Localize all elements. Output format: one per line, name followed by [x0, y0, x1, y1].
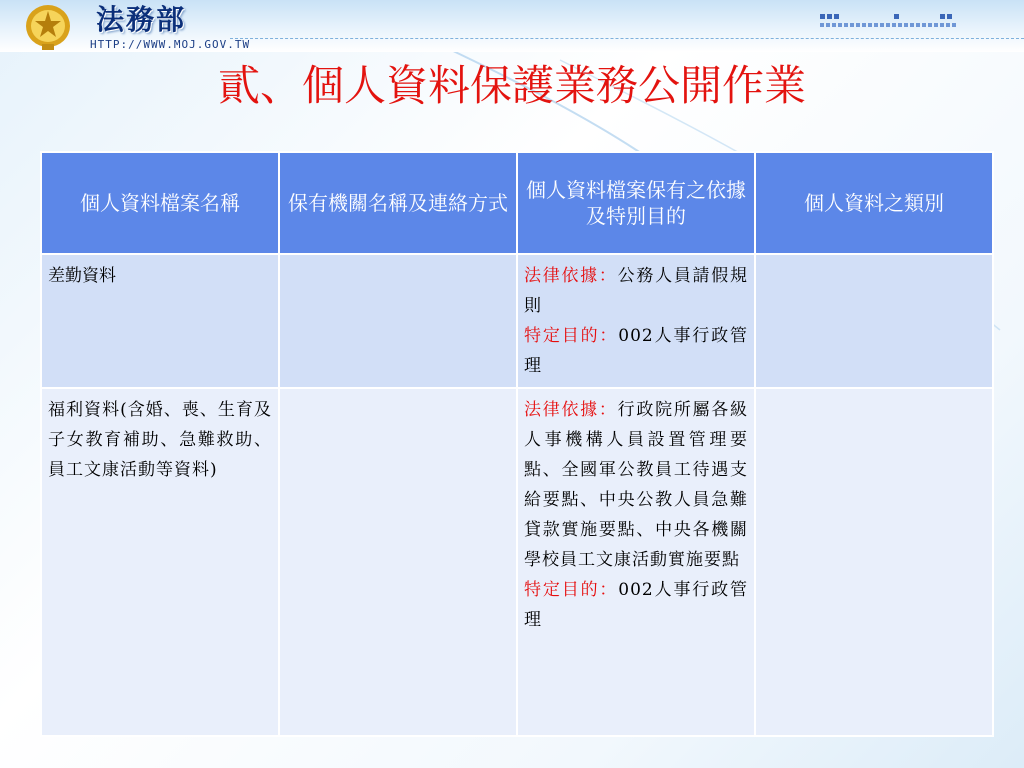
header-divider — [230, 38, 1024, 39]
legal-basis-label: 法律依據： — [524, 400, 618, 420]
header-data-category: 個人資料之類別 — [755, 152, 993, 254]
header-agency-contact: 保有機關名稱及連絡方式 — [279, 152, 517, 254]
table-header-row — [41, 152, 993, 254]
site-url: HTTP://WWW.MOJ.GOV.TW — [90, 38, 251, 51]
personal-data-table — [40, 151, 994, 737]
cell-agency-contact — [279, 254, 517, 388]
table-row — [41, 388, 993, 736]
cell-basis-purpose — [517, 254, 755, 388]
header-dots-decoration — [820, 14, 990, 34]
purpose-text: 002人事行政管理 — [524, 580, 749, 630]
cell-file-name — [41, 388, 279, 736]
purpose-label: 特定目的： — [524, 580, 619, 600]
table-row — [41, 254, 993, 388]
cell-file-name — [41, 254, 279, 388]
page-title: 貳、個人資料保護業務公開作業 — [217, 61, 806, 110]
legal-basis-label: 法律依據： — [524, 266, 618, 286]
legal-basis-text: 行政院所屬各級人事機構人員設置管理要點、全國軍公教員工待遇支給要點、中央公教人員急難貸款實施要點、中央各機關學校員工文康活動實施要點 — [524, 400, 749, 570]
cell-basis-purpose — [517, 388, 755, 736]
cell-data-category — [755, 254, 993, 388]
file-name-text: 福利資料(含婚、喪、生育及子女教育補助、急難救助、員工文康活動等資料) — [48, 400, 272, 480]
header-file-name: 個人資料檔案名稱 — [41, 152, 279, 254]
ministry-emblem-icon — [20, 2, 76, 52]
cell-agency-contact — [279, 388, 517, 736]
purpose-text: 002人事行政管理 — [524, 326, 749, 376]
site-name: 法務部 — [96, 3, 187, 36]
header-basis-purpose: 個人資料檔案保有之依據及特別目的 — [517, 152, 755, 254]
purpose-label: 特定目的： — [524, 326, 619, 346]
cell-data-category — [755, 388, 993, 736]
legal-basis-text: 公務人員請假規則 — [524, 266, 749, 316]
file-name-text: 差勤資料 — [48, 266, 116, 286]
